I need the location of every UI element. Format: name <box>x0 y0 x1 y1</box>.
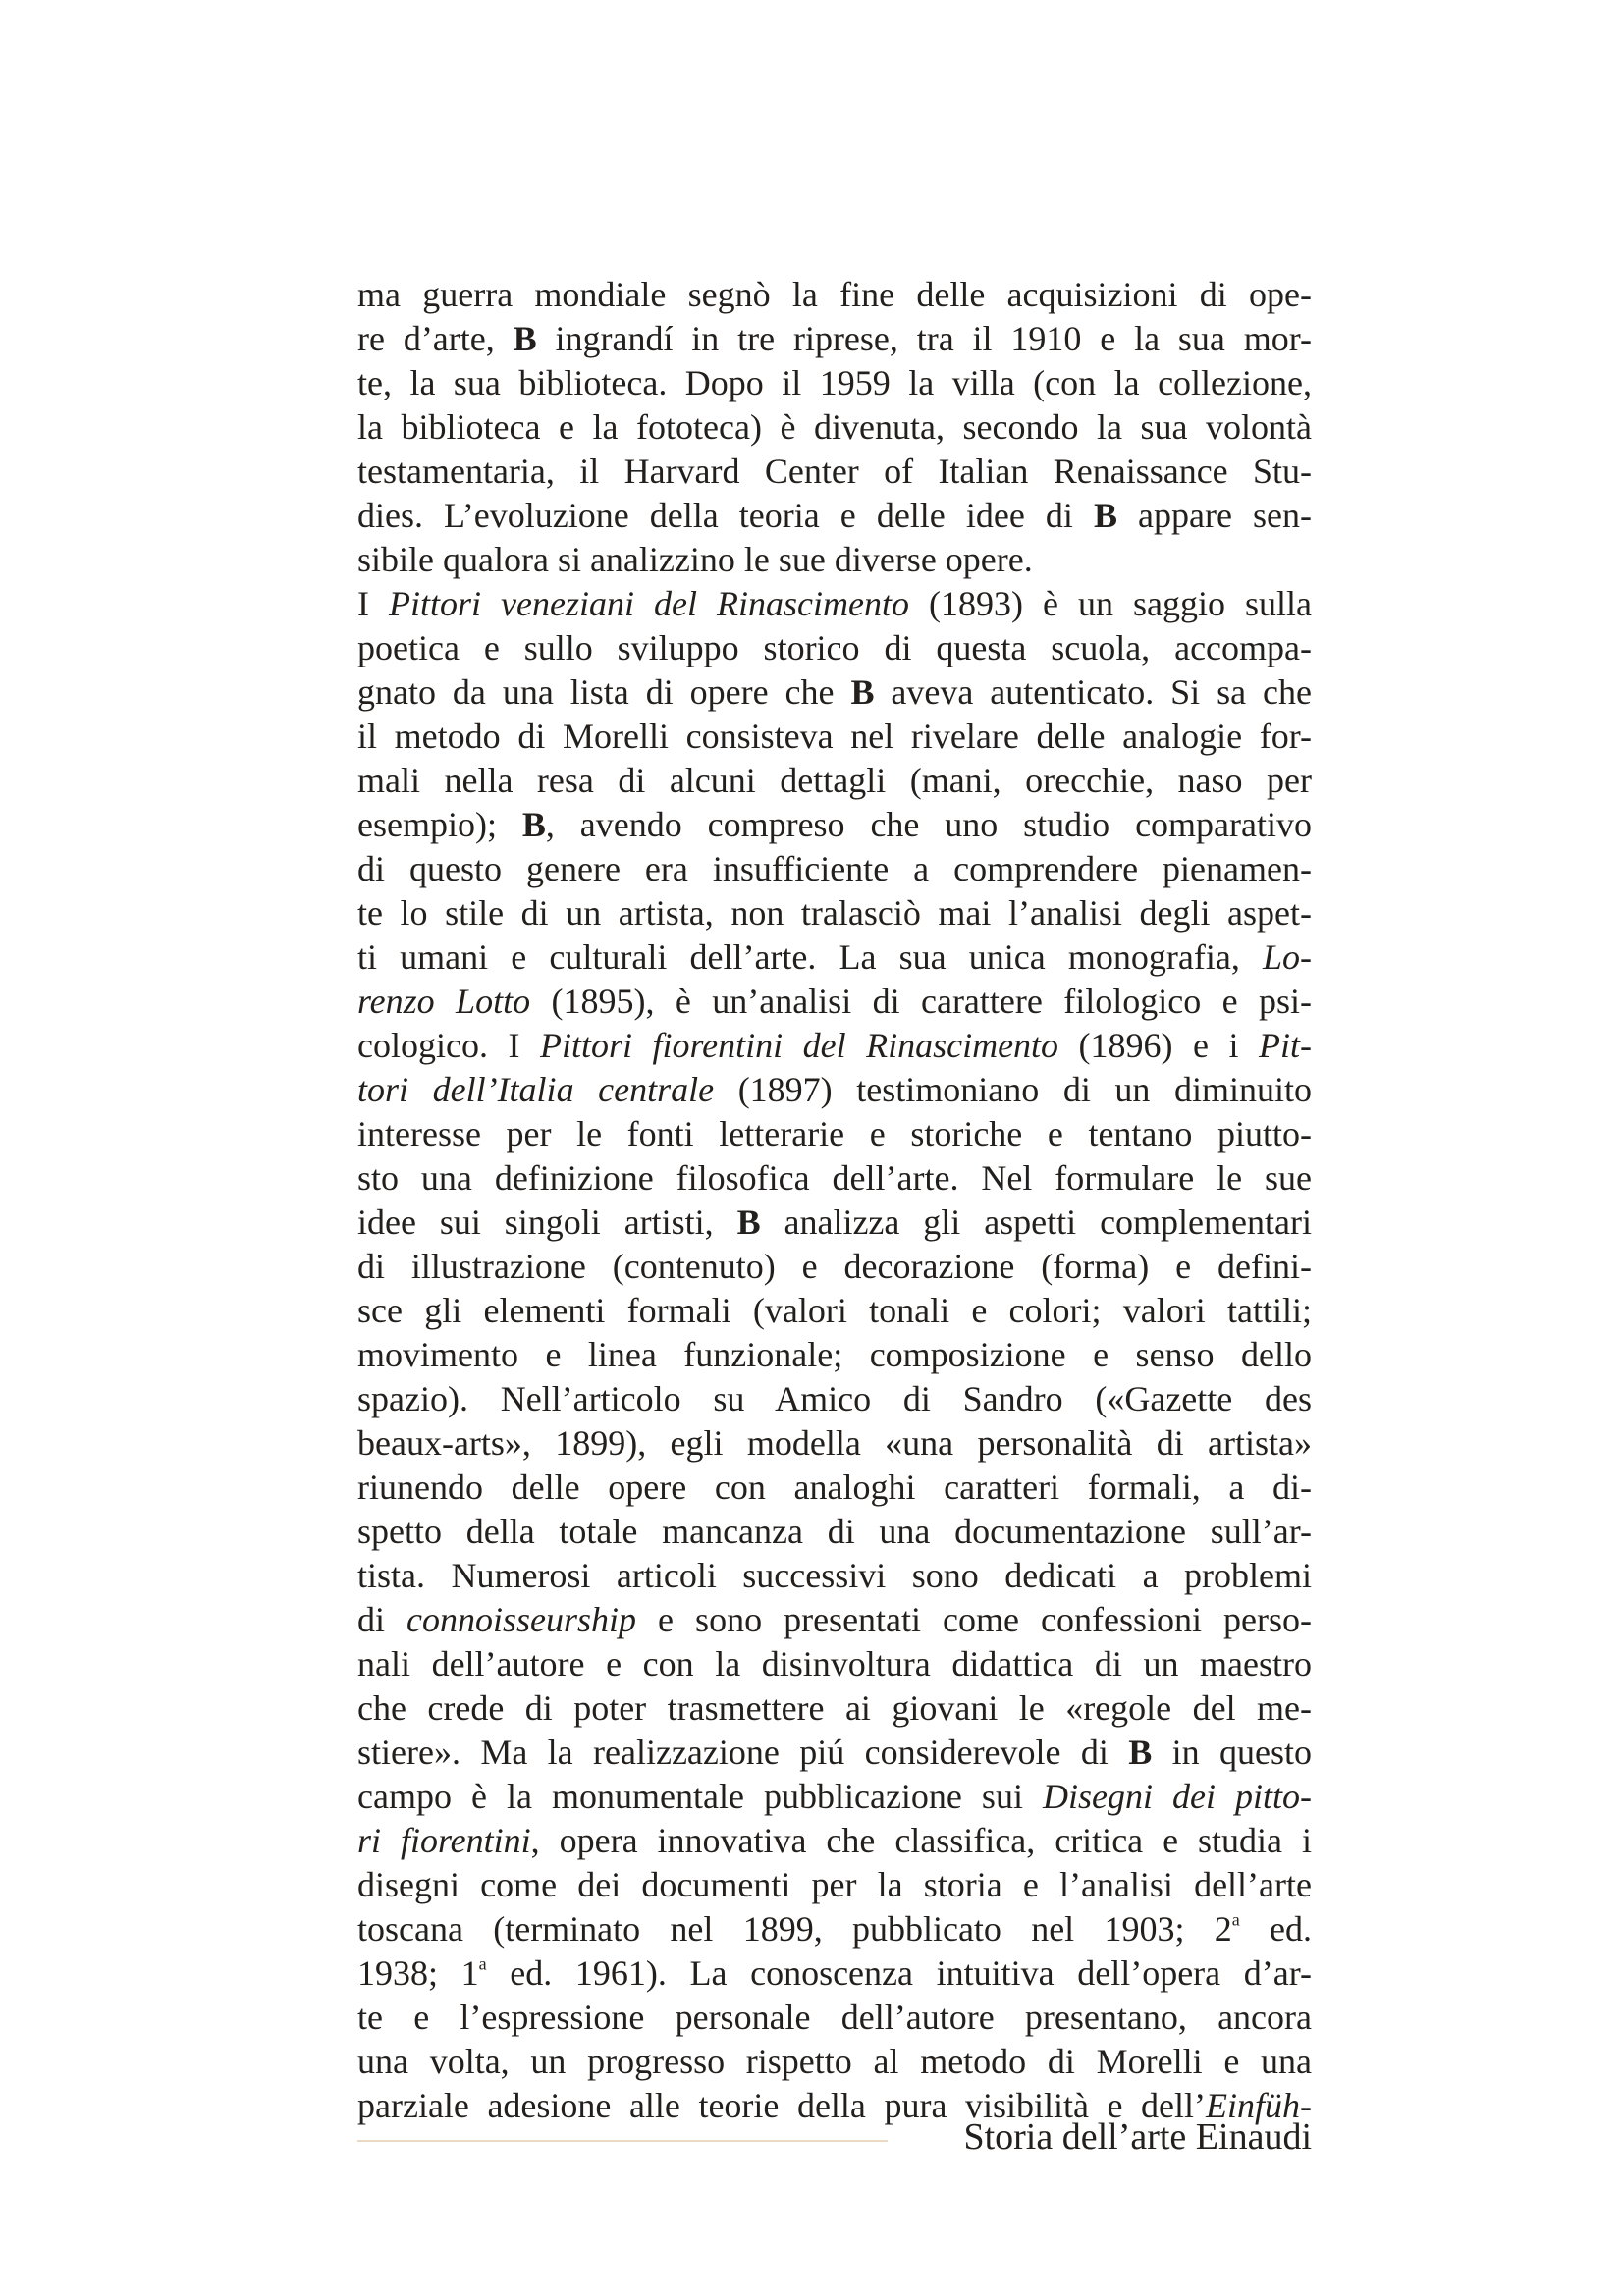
text-line <box>357 847 1312 891</box>
text-run: campo è la monumentale pubblicazione sui <box>357 1777 1043 1816</box>
text-run: mali nella resa di alcuni dettagli (mani, orecchie, naso per <box>357 761 1312 800</box>
text-line <box>357 891 1312 935</box>
text-line <box>357 1156 1312 1201</box>
text-run: 1938; 1 <box>357 1953 479 1993</box>
text-run: disegni come dei documenti per la storia e l’analisi dell’arte <box>357 1865 1312 1904</box>
text-run: te, la sua biblioteca. Dopo il 1959 la villa (con la collezione, <box>357 363 1312 402</box>
text-line <box>357 1201 1312 1245</box>
text-run: , avendo compreso che uno studio comparativo <box>545 805 1312 844</box>
text-line <box>357 2040 1312 2084</box>
text-run: che crede di poter trasmettere ai giovani le «regole del me- <box>357 1688 1312 1728</box>
text-run: in questo <box>1152 1733 1312 1772</box>
italic-text: ri fiorentini <box>357 1821 531 1860</box>
text-run: sibile qualora si analizzino le sue diverse opere. <box>357 540 1033 579</box>
text-run: di illustrazione (contenuto) e decorazione (forma) e defini- <box>357 1247 1312 1286</box>
bold-text: B <box>521 805 546 844</box>
text-run: una volta, un progresso rispetto al metodo di Morelli e una <box>357 2042 1312 2081</box>
text-line <box>357 582 1312 626</box>
bold-text: B <box>736 1202 761 1242</box>
text-run: analizza gli aspetti complementari <box>760 1202 1312 1242</box>
text-run: tista. Numerosi articoli successivi sono dedicati a problemi <box>357 1556 1312 1595</box>
text-line <box>357 626 1312 670</box>
footer-title: Storia dell’arte Einaudi <box>963 2116 1312 2158</box>
text-line <box>357 1112 1312 1156</box>
bold-text: B <box>1093 496 1117 535</box>
text-run: movimento e linea funzionale; composizione e senso dello <box>357 1335 1312 1374</box>
text-line <box>357 1024 1312 1068</box>
text-line <box>357 1996 1312 2040</box>
text-run: , opera innovativa che classifica, critica e studia i <box>530 1821 1312 1860</box>
text-line <box>357 1951 1312 1996</box>
text-run: poetica e sullo sviluppo storico di questa scuola, accompa- <box>357 628 1312 667</box>
text-run: te lo stile di un artista, non tralasciò mai l’analisi degli aspet- <box>357 893 1312 933</box>
italic-text: Einfüh- <box>1206 2086 1312 2125</box>
text-line <box>357 1245 1312 1289</box>
text-run: idee sui singoli artisti, <box>357 1202 737 1242</box>
text-run: e sono presentati come confessioni perso- <box>636 1600 1312 1639</box>
italic-text: Lo- <box>1262 937 1312 977</box>
text-line <box>357 1907 1312 1951</box>
bold-text: B <box>850 672 875 712</box>
text-run: sce gli elementi formali (valori tonali e colori; valori tattili; <box>357 1291 1312 1330</box>
text-run: (1893) è un saggio sulla <box>908 584 1312 623</box>
text-run: ingrandí in tre riprese, tra il 1910 e la sua mor- <box>536 319 1312 358</box>
text-line <box>357 759 1312 803</box>
bold-text: B <box>513 319 537 358</box>
text-line <box>357 803 1312 847</box>
text-line <box>357 1863 1312 1907</box>
bold-text: B <box>1128 1733 1153 1772</box>
text-line <box>357 1731 1312 1775</box>
body-text <box>357 273 1312 2128</box>
text-line <box>357 1554 1312 1598</box>
text-line <box>357 494 1312 538</box>
text-line <box>357 1510 1312 1554</box>
text-line <box>357 317 1312 361</box>
text-run: spetto della totale mancanza di una documentazione sull’ar- <box>357 1512 1312 1551</box>
text-line <box>357 405 1312 450</box>
text-run: spazio). Nell’articolo su Amico di Sandro («Gazette des <box>357 1379 1312 1418</box>
text-run: di <box>357 1600 407 1639</box>
text-run: dies. L’evoluzione della teoria e delle idee di <box>357 496 1094 535</box>
text-line <box>357 980 1312 1024</box>
text-line <box>357 1289 1312 1333</box>
text-run: di questo genere era insufficiente a comprendere pienamen- <box>357 849 1312 888</box>
text-run: (1897) testimoniano di un diminuito <box>714 1070 1312 1109</box>
text-run: beaux-arts», 1899), egli modella «una personalità di artista» <box>357 1423 1312 1463</box>
text-run: ed. <box>1239 1909 1312 1949</box>
text-run: stiere». Ma la realizzazione piú considerevole di <box>357 1733 1129 1772</box>
text-run: ti umani e culturali dell’arte. La sua unica monografia, <box>357 937 1263 977</box>
text-line <box>357 670 1312 715</box>
text-run: cologico. I <box>357 1026 540 1065</box>
text-line <box>357 538 1312 582</box>
italic-text: Disegni dei pitto- <box>1042 1777 1312 1816</box>
text-run: ma guerra mondiale segnò la fine delle acquisizioni di ope- <box>357 275 1312 314</box>
text-line <box>357 1068 1312 1112</box>
superscript: a <box>478 1953 487 1974</box>
text-run: toscana (terminato nel 1899, pubblicato nel 1903; 2 <box>357 1909 1232 1949</box>
text-line <box>357 715 1312 759</box>
italic-text: tori dell’Italia centrale <box>357 1070 715 1109</box>
text-run: (1896) e i <box>1058 1026 1260 1065</box>
italic-text: Pit- <box>1259 1026 1312 1065</box>
text-run: te e l’espressione personale dell’autore presentano, ancora <box>357 1998 1312 2037</box>
text-line <box>357 1333 1312 1377</box>
text-line <box>357 1686 1312 1731</box>
text-line <box>357 1421 1312 1466</box>
italic-text: renzo Lotto <box>357 982 531 1021</box>
text-run: sto una definizione filosofica dell’arte. Nel formulare le sue <box>357 1158 1312 1198</box>
text-run: appare sen- <box>1116 496 1313 535</box>
text-run: la biblioteca e la fototeca) è divenuta, secondo la sua volontà <box>357 407 1312 447</box>
text-line <box>357 361 1312 405</box>
text-run: re d’arte, <box>357 319 514 358</box>
text-run: testamentaria, il Harvard Center of Italian Renaissance Stu- <box>357 452 1312 491</box>
text-run: nali dell’autore e con la disinvoltura didattica di un maestro <box>357 1644 1312 1683</box>
text-line <box>357 1819 1312 1863</box>
text-line <box>357 273 1312 317</box>
italic-text: Pittori veneziani del Rinascimento <box>389 584 909 623</box>
text-line <box>357 1377 1312 1421</box>
text-run: (1895), è un’analisi di carattere filologico e psi- <box>530 982 1313 1021</box>
text-run: I <box>357 584 390 623</box>
superscript: a <box>1231 1909 1240 1930</box>
text-run: parziale adesione alle teorie della pura visibilità e dell’ <box>357 2086 1207 2125</box>
text-run: esempio); <box>357 805 522 844</box>
text-line <box>357 1775 1312 1819</box>
text-run: gnato da una lista di opere che <box>357 672 851 712</box>
text-line <box>357 1642 1312 1686</box>
text-line <box>357 1466 1312 1510</box>
text-line <box>357 935 1312 980</box>
text-run: ed. 1961). La conoscenza intuitiva dell’opera d’ar- <box>486 1953 1312 1993</box>
text-run: interesse per le fonti letterarie e storiche e tentano piutto- <box>357 1114 1312 1153</box>
text-run: riunendo delle opere con analoghi caratteri formali, a di- <box>357 1468 1312 1507</box>
text-run: aveva autenticato. Si sa che <box>874 672 1312 712</box>
footer-rule <box>357 2140 888 2142</box>
text-line <box>357 450 1312 494</box>
text-run: il metodo di Morelli consisteva nel rivelare delle analogie for- <box>357 717 1312 756</box>
italic-text: connoisseurship <box>406 1600 637 1639</box>
italic-text: Pittori fiorentini del Rinascimento <box>539 1026 1059 1065</box>
text-line <box>357 1598 1312 1642</box>
